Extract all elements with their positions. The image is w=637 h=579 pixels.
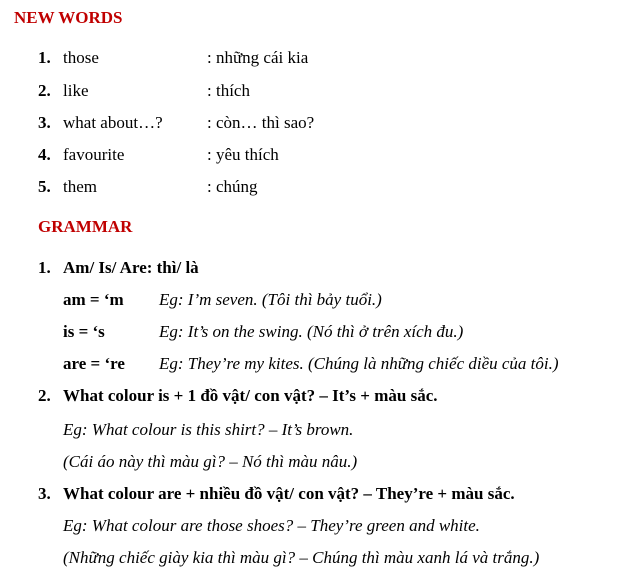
grammar-heading: GRAMMAR xyxy=(38,217,133,236)
vocab-meaning: : còn… thì sao? xyxy=(207,113,315,132)
rule-title: What colour are + nhiều đồ vật/ con vật? – They’re + màu sắc. xyxy=(63,484,515,503)
form-am: am = ‘m xyxy=(63,290,124,309)
rule-title: Am/ Is/ Are: thì/ là xyxy=(63,258,199,277)
vocab-number: 5. xyxy=(38,177,51,196)
vocab-meaning: : những cái kia xyxy=(207,48,309,67)
form-is: is = ‘s xyxy=(63,322,105,341)
vocab-number: 1. xyxy=(38,48,51,67)
vocab-word: favourite xyxy=(63,145,125,164)
rule-translation: (Cái áo này thì màu gì? – Nó thì màu nâu.) xyxy=(63,452,358,471)
rule-example: Eg: What colour are those shoes? – They’re green and white. xyxy=(63,516,480,535)
example-am: Eg: I’m seven. (Tôi thì bảy tuổi.) xyxy=(159,290,382,309)
vocab-meaning: : chúng xyxy=(207,177,258,196)
rule-number: 3. xyxy=(38,484,51,503)
vocab-word: what about…? xyxy=(63,113,163,132)
vocab-number: 4. xyxy=(38,145,51,164)
rule-example: Eg: What colour is this shirt? – It’s brown. xyxy=(63,420,354,439)
vocab-meaning: : yêu thích xyxy=(207,145,279,164)
form-are: are = ‘re xyxy=(63,354,125,373)
example-are: Eg: They’re my kites. (Chúng là những chiếc diều của tôi.) xyxy=(159,354,559,373)
vocab-word: those xyxy=(63,48,99,67)
vocab-word: like xyxy=(63,81,89,100)
vocab-number: 3. xyxy=(38,113,51,132)
vocab-number: 2. xyxy=(38,81,51,100)
rule-translation: (Những chiếc giày kia thì màu gì? – Chúng thì màu xanh lá và trắng.) xyxy=(63,548,540,567)
vocab-word: them xyxy=(63,177,97,196)
vocab-meaning: : thích xyxy=(207,81,250,100)
rule-number: 2. xyxy=(38,386,51,405)
new-words-heading: NEW WORDS xyxy=(14,8,123,27)
example-is: Eg: It’s on the swing. (Nó thì ở trên xích đu.) xyxy=(159,322,464,341)
rule-number: 1. xyxy=(38,258,51,277)
rule-title: What colour is + 1 đồ vật/ con vật? – It’s + màu sắc. xyxy=(63,386,438,405)
